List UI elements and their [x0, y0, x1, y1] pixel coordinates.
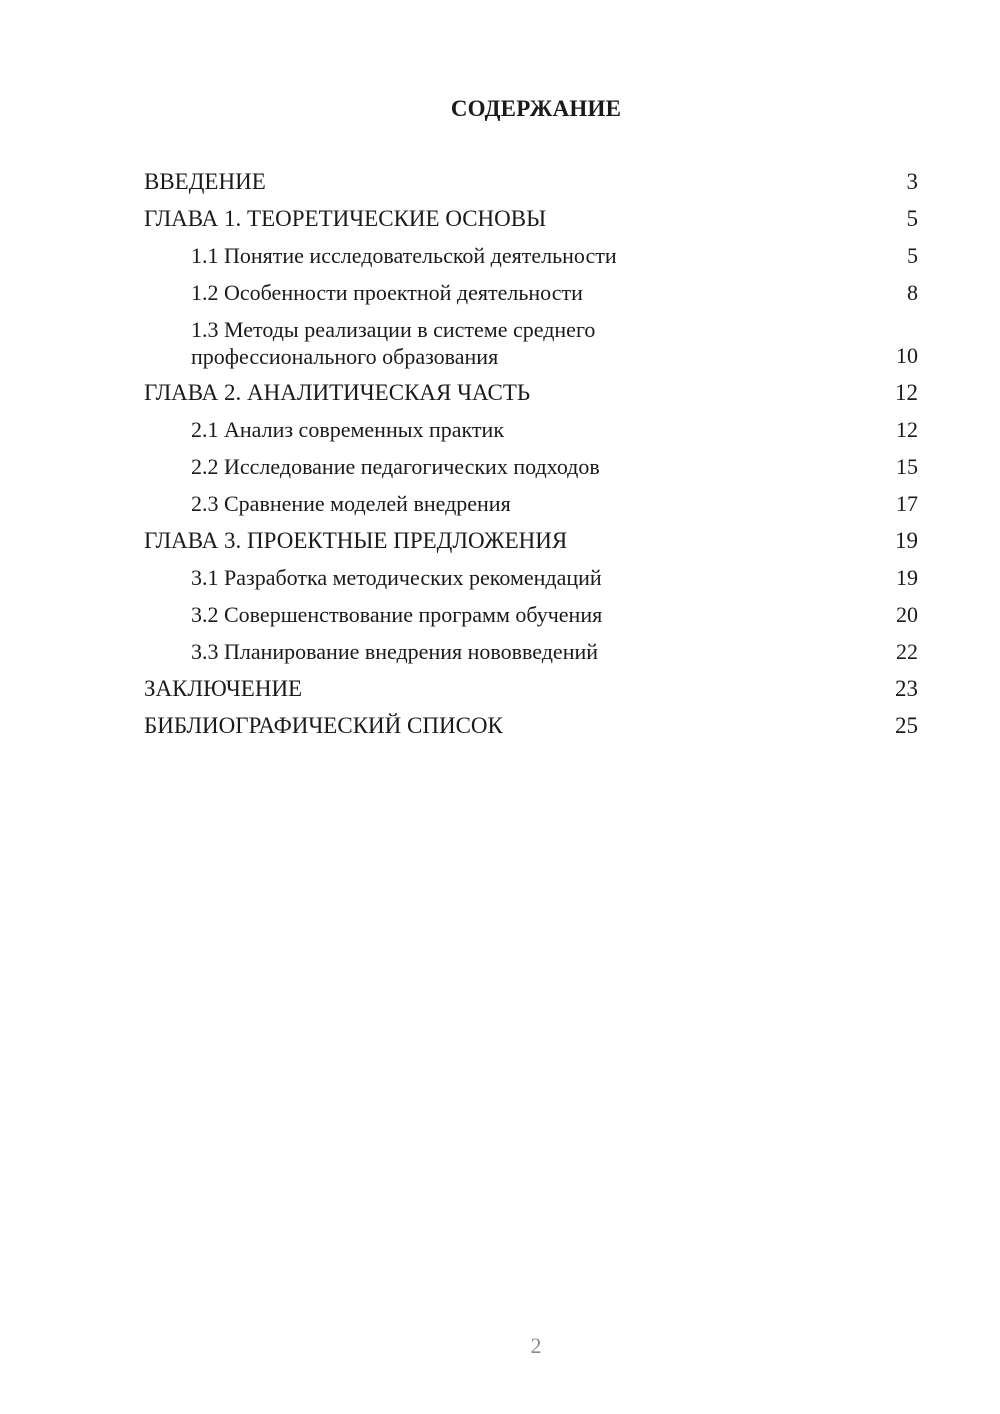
toc-entry-section-2-1[interactable] [144, 416, 918, 444]
toc-entry-bibliography[interactable] [144, 712, 918, 740]
toc-entry-page: 15 [896, 454, 918, 479]
toc-entry-page: 12 [895, 380, 918, 405]
toc-entry-title: 3.1 Разработка методических рекомендаций [191, 565, 602, 590]
toc-entry-section-1-2[interactable] [144, 279, 918, 307]
toc-entry-title: 1.1 Понятие исследовательской деятельности [191, 243, 617, 268]
toc-entry-introduction[interactable] [144, 168, 918, 196]
toc-entry-page: 5 [906, 206, 918, 231]
toc-entry-page: 10 [896, 343, 918, 368]
toc-entry-page: 5 [907, 243, 918, 268]
toc-entry-section-1-3[interactable] [144, 316, 918, 370]
toc-entry-title: 3.3 Планирование внедрения нововведений [191, 639, 599, 664]
toc-entry-title: ЗАКЛЮЧЕНИЕ [144, 676, 303, 701]
toc-entry-section-3-1[interactable] [144, 564, 918, 592]
toc-entry-title [191, 316, 888, 370]
toc-entry-page: 19 [896, 565, 918, 590]
toc-entry-title-line-2: профессионального образования [191, 344, 499, 369]
toc-entry-title: БИБЛИОГРАФИЧЕСКИЙ СПИСОК [144, 713, 503, 738]
table-of-contents [144, 168, 918, 749]
toc-entry-page: 12 [896, 417, 918, 442]
toc-entry-chapter-1[interactable] [144, 205, 918, 233]
toc-entry-section-1-1[interactable] [144, 242, 918, 270]
toc-entry-title-line-1: 1.3 Методы реализации в системе среднего [191, 317, 596, 342]
toc-entry-section-2-3[interactable] [144, 490, 918, 518]
toc-entry-page: 17 [896, 491, 918, 516]
toc-entry-title: ГЛАВА 2. АНАЛИТИЧЕСКАЯ ЧАСТЬ [144, 380, 531, 405]
toc-entry-title: ВВЕДЕНИЕ [144, 169, 266, 194]
page-title: СОДЕРЖАНИЕ [450, 96, 622, 121]
toc-entry-page: 23 [895, 676, 918, 701]
toc-entry-page: 3 [906, 169, 918, 194]
toc-entry-page: 8 [907, 280, 918, 305]
toc-entry-conclusion[interactable] [144, 675, 918, 703]
toc-entry-title: 2.3 Сравнение моделей внедрения [191, 491, 511, 516]
toc-entry-title: 2.2 Исследование педагогических подходов [191, 454, 600, 479]
toc-entry-section-3-2[interactable] [144, 601, 918, 629]
toc-entry-section-2-2[interactable] [144, 453, 918, 481]
toc-entry-chapter-2[interactable] [144, 379, 918, 407]
toc-entry-title: 1.2 Особенности проектной деятельности [191, 280, 583, 305]
toc-entry-page: 20 [896, 602, 918, 627]
page-number: 2 [530, 1333, 542, 1358]
toc-entry-chapter-3[interactable] [144, 527, 918, 555]
toc-entry-title: ГЛАВА 1. ТЕОРЕТИЧЕСКИЕ ОСНОВЫ [144, 206, 547, 231]
toc-entry-page: 25 [895, 713, 918, 738]
toc-entry-title: 3.2 Совершенствование программ обучения [191, 602, 603, 627]
toc-entry-title: ГЛАВА 3. ПРОЕКТНЫЕ ПРЕДЛОЖЕНИЯ [144, 528, 568, 553]
toc-entry-section-3-3[interactable] [144, 638, 918, 666]
toc-entry-title: 2.1 Анализ современных практик [191, 417, 505, 442]
toc-entry-page: 22 [896, 639, 918, 664]
toc-entry-page: 19 [895, 528, 918, 553]
